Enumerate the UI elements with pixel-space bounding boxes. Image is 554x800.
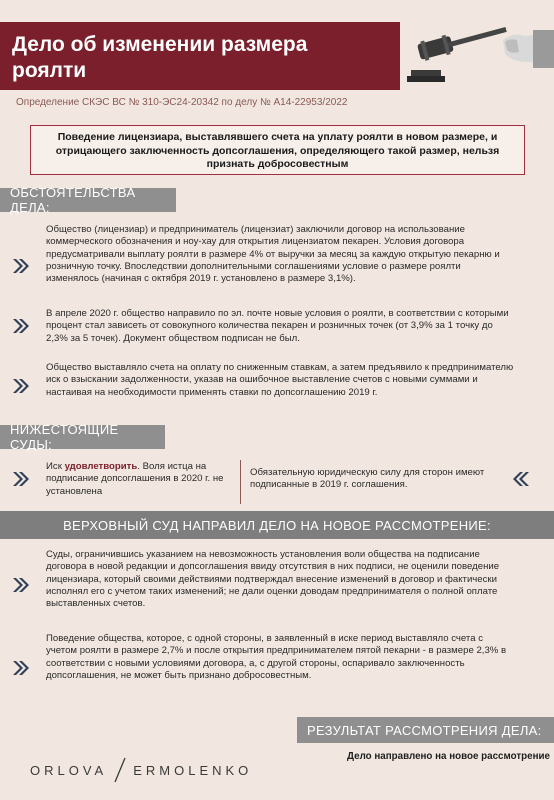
chevron-right-icon [12,378,30,394]
page-title-line1: Дело об изменении размера [12,33,308,56]
lower-court-decision [46,461,226,498]
supreme-court-finding: Суды, ограничившись указанием на невозможность установления воли общества на подписание договора в новой редакции и допсоглашения ввиду отсутствия в них подписи, не оценили поведение лицензиара, который своими действиями подтверждал внесение изменений в договор и фактически исполнял его с учетом таких изменений; не дали оценки доводам предпринимателя о полной оплате выставленных счетов. [46,549,500,610]
section-heading-lower-courts [0,422,165,452]
column-divider [240,460,241,504]
result-text: Дело направлено на новое рассмотрение [347,751,550,762]
page-title-line2: роялти [12,59,87,82]
header-banner [0,22,400,90]
company-logo [30,757,252,783]
section-heading-circumstances [0,185,176,215]
logo-left-text: ORLOVA [30,762,108,778]
circumstance-item: В апреле 2020 г. общество направило по эл. почте новые условия о роялти, в соответствии с которыми процент стал зависеть от совокупного количества пекарен и розничных точек (от 3,9% за 1 точку до 2,3% за 5 точек). Документ обществом подписан не был. [46,308,509,344]
chevron-right-icon [12,318,30,334]
lower-court-reasoning: Обязательную юридическую силу для сторон имеют подписанные в 2019 г. соглашения. [250,467,485,491]
logo-slash-icon [113,757,127,783]
section-heading-supreme-court-label: ВЕРХОВНЫЙ СУД НАПРАВИЛ ДЕЛО НА НОВОЕ РАССМОТРЕНИЕ: [63,517,491,533]
chevron-right-icon [12,471,30,487]
section-heading-result [297,717,554,743]
chevron-right-icon [12,258,30,274]
lower-court-decision-prefix: Иск [46,461,65,472]
circumstance-item: Общество (лицензиар) и предприниматель (лицензиат) заключили договор на использование коммерческого обозначения и ноу-хау для открытия лицензиатом пекарен. Условия договора предусматривали выплату роялти в размере 4% от выручки за месяц за каждую открытую пекарню и розничную точку. Впоследствии дополнительными соглашениями условие о размере роялти изменялось (начиная с октября 2019 г. установлено в размере 3,1%). [46,224,500,285]
logo-right-text: ERMOLENKO [133,762,253,778]
chevron-left-icon [512,471,530,487]
section-heading-circumstances-label: ОБСТОЯТЕЛЬСТВА ДЕЛА: [10,185,136,215]
lower-court-decision-verdict: удовлетворить [64,461,138,472]
thesis-box [30,125,525,175]
gavel-icon [405,18,554,88]
thesis-text: Поведение лицензиара, выставлявшего счета на уплату роялти в новом размере, и отрицающего заключенность допсоглашения, определяющего такой размер, нельзя признать добросовестным [55,131,500,170]
lower-court-decision-rest: . Воля истца на подписание допсоглашения в 2020 г. не установлена [46,461,224,497]
circumstance-item: Общество выставляло счета на оплату по сниженным ставкам, а затем предъявило к предпринимателю иск о взыскании задолженности, указав на ошибочное выставление счетов с новыми суммами и настаивая на необходимости применять ставки по допсоглашению 2019 г. [46,362,514,398]
chevron-right-icon [12,660,30,676]
section-heading-lower-courts-label: НИЖЕСТОЯЩИЕ СУДЫ: [10,422,119,452]
supreme-court-finding: Поведение общества, которое, с одной стороны, в заявленный в иске период выставляло счета с учетом роялти в размере 2,7% и после открытия предпринимателем пятой пекарни - в размере 2,3% в соответствии с новыми условиями договора, а, с другой стороны, оспаривало заключенность допсоглашения, не может быть признано добросовестным. [46,633,507,681]
case-reference: Определение СКЭС ВС № 310-ЭС24-20342 по делу № А14-22953/2022 [16,97,348,108]
chevron-right-icon [12,577,30,593]
section-heading-result-label: РЕЗУЛЬТАТ РАССМОТРЕНИЯ ДЕЛА: [307,722,542,738]
section-heading-supreme-court [0,511,554,539]
